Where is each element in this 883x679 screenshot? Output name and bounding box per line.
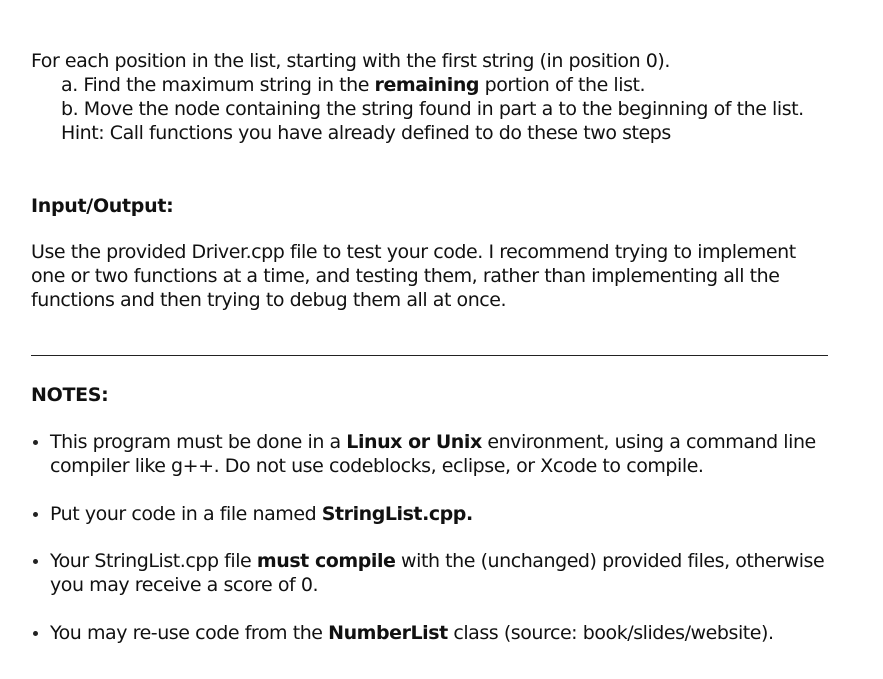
note-bullet-4 [50,621,774,645]
note-2-text: Put your code in a file named [50,503,322,525]
note-bullet-3 [50,549,824,573]
intro-line: For each position in the list, starting with the first string (in position 0). [31,50,670,72]
io-paragraph-line: functions and then trying to debug them all at once. [31,289,507,311]
note-bullet-3-line2: you may receive a score of 0. [50,574,319,596]
intro-item-b: b. Move the node containing the string found in part a to the beginning of the list. [61,98,804,120]
intro-item-a-text: a. Find the maximum string in the [61,74,375,96]
note-1-bold: Linux or Unix [346,431,482,453]
bullet-icon [33,559,38,564]
note-1-suffix: environment, using a command line [481,431,816,453]
notes-heading: NOTES: [31,384,109,406]
note-4-suffix: class (source: book/slides/website). [447,622,774,644]
note-4-text: You may re-use code from the [50,622,329,644]
intro-item-a-bold: remaining [374,74,480,96]
io-paragraph-line: Use the provided Driver.cpp file to test your code. I recommend trying to implement [31,241,796,263]
bullet-icon [33,440,38,445]
intro-item-a [61,73,645,97]
bullet-icon [33,631,38,636]
note-bullet-2 [50,502,473,526]
io-paragraph-line: one or two functions at a time, and testing them, rather than implementing all the [31,265,780,287]
bullet-icon [33,512,38,517]
intro-hint: Hint: Call functions you have already defined to do these two steps [61,122,671,144]
note-3-bold: must compile [256,550,396,572]
io-heading: Input/Output: [31,195,174,217]
note-bullet-1-line2: compiler like g++. Do not use codeblocks, eclipse, or Xcode to compile. [50,455,704,477]
intro-item-a-suffix: portion of the list. [479,74,646,96]
note-bullet-1 [50,430,816,454]
note-3-text: Your StringList.cpp file [50,550,257,572]
note-1-text: This program must be done in a [50,431,347,453]
note-3-suffix: with the (unchanged) provided files, otherwise [395,550,825,572]
section-divider [31,355,828,356]
note-4-bold: NumberList [328,622,448,644]
note-2-bold: StringList.cpp. [321,503,473,525]
